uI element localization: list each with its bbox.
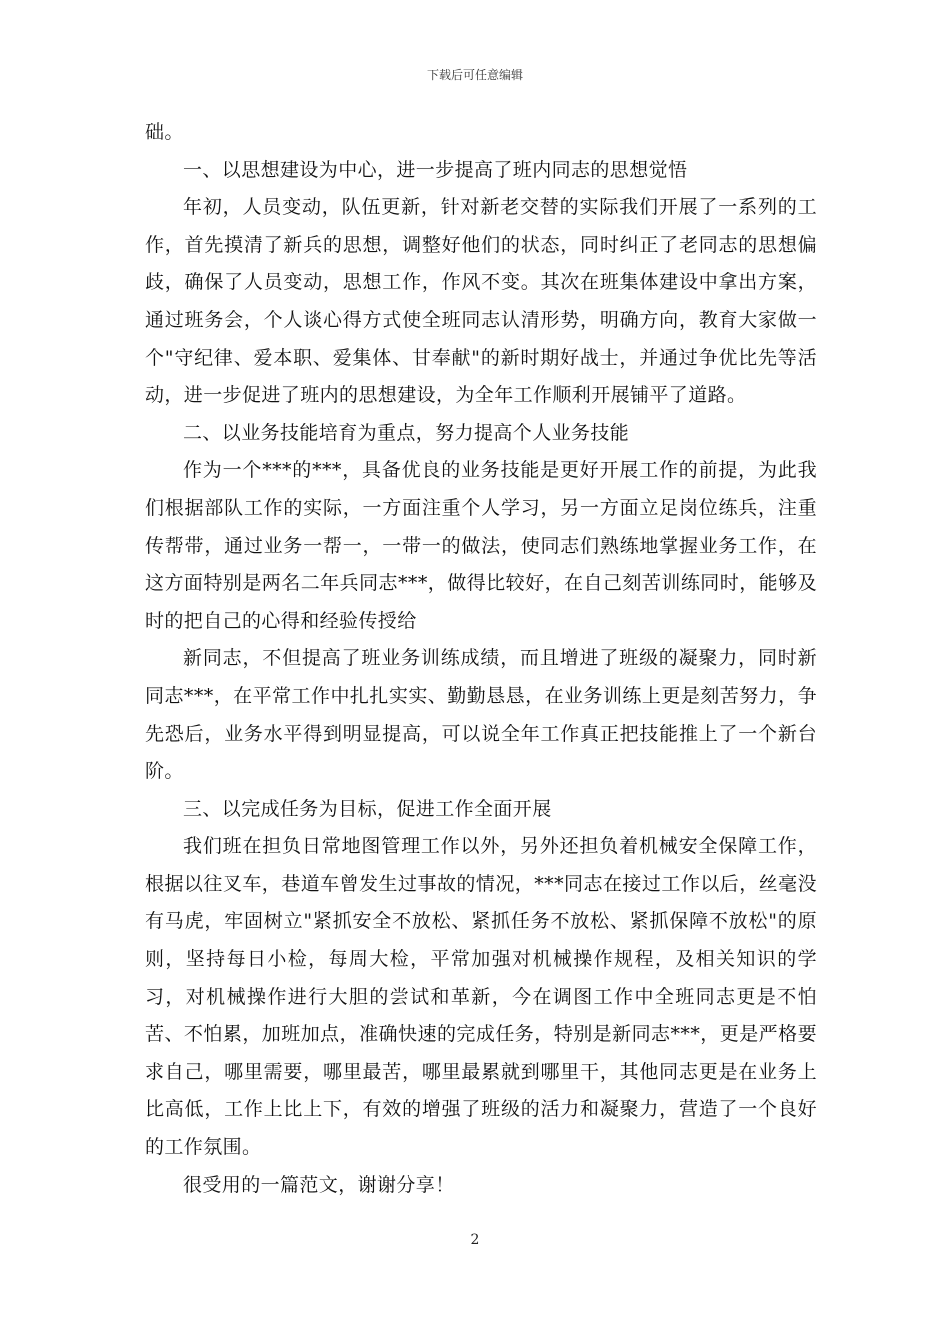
section-heading-1: 一、以思想建设为中心，进一步提高了班内同志的思想觉悟 — [183, 158, 688, 181]
section-heading-2: 二、以业务技能培育为重点，努力提高个人业务技能 — [183, 421, 630, 444]
document-body — [145, 114, 817, 1204]
page-number: 2 — [470, 1232, 480, 1248]
closing-remark: 很受用的一篇范文，谢谢分享！ — [183, 1173, 455, 1196]
paragraph: 作为一个***的***，具备优良的业务技能是更好开展工作的前提，为此我们根据部队工作的实际，一方面注重个人学习，另一方面立足岗位练兵，注重传帮带，通过业务一帮一，一带一的做法，使同志们熟练地掌握业务工作，在这方面特别是两名二年兵同志***，做得比较好，在自己刻苦训练同时，能够及时的把自己的心得和经验传授给 — [145, 459, 817, 632]
paragraph: 年初，人员变动，队伍更新，针对新老交替的实际我们开展了一系列的工作，首先摸清了新兵的思想，调整好他们的状态，同时纠正了老同志的思想偏歧，确保了人员变动，思想工作，作风不变。其次在班集体建设中拿出方案，通过班务会，个人谈心得方式使全班同志认清形势，明确方向，教育大家做一个"守纪律、爱本职、爱集体、甘奉献"的新时期好战士，并通过争优比先等活动，进一步促进了班内的思想建设，为全年工作顺利开展铺平了道路。 — [145, 196, 817, 407]
section-heading-3: 三、以完成任务为目标，促进工作全面开展 — [183, 797, 552, 820]
paragraph: 我们班在担负日常地图管理工作以外，另外还担负着机械安全保障工作，根据以往叉车，巷道车曾发生过事故的情况，***同志在接过工作以后，丝毫没有马虎，牢固树立"紧抓安全不放松、紧抓任务不放松、紧抓保障不放松"的原则，坚持每日小检，每周大检，平常加强对机械操作规程，及相关知识的学习，对机械操作进行大胆的尝试和革新，今在调图工作中全班同志更是不怕苦、不怕累，加班加点，准确快速的完成任务，特别是新同志***，更是严格要求自己，哪里需要，哪里最苦，哪里最累就到哪里干，其他同志更是在业务上比高低，工作上比上下，有效的增强了班级的活力和凝聚力，营造了一个良好的工作氛围。 — [145, 835, 817, 1159]
paragraph-continuation: 础。 — [145, 121, 184, 143]
page-header: 下载后可任意编辑 — [426, 68, 523, 82]
paragraph: 新同志，不但提高了班业务训练成绩，而且增进了班级的凝聚力，同时新同志***，在平常工作中扎扎实实、勤勤恳恳，在业务训练上更是刻苦努力，争先恐后，业务水平得到明显提高，可以说全年工作真正把技能推上了一个新台阶。 — [145, 647, 817, 783]
